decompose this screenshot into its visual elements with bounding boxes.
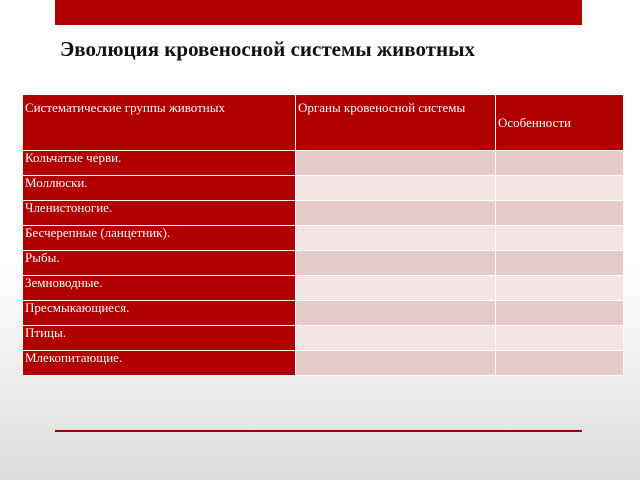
top-decor-bar (55, 0, 582, 25)
organs-cell[interactable] (296, 176, 496, 201)
row-group-label: Пресмыкающиеся. (23, 301, 296, 326)
features-cell[interactable] (496, 351, 624, 376)
table-row (23, 151, 624, 176)
table-row (23, 201, 624, 226)
row-group-label: Бесчерепные (ланцетник). (23, 226, 296, 251)
header-groups: Систематические группы животных (23, 95, 296, 151)
organs-cell[interactable] (296, 301, 496, 326)
organs-cell[interactable] (296, 276, 496, 301)
table-row (23, 326, 624, 351)
table-header-row (23, 95, 624, 151)
organs-cell[interactable] (296, 251, 496, 276)
features-cell[interactable] (496, 201, 624, 226)
organs-cell[interactable] (296, 351, 496, 376)
organs-cell[interactable] (296, 326, 496, 351)
features-cell[interactable] (496, 276, 624, 301)
table-row (23, 176, 624, 201)
row-group-label: Птицы. (23, 326, 296, 351)
header-organs: Органы кровеносной системы (296, 95, 496, 151)
table-row (23, 301, 624, 326)
features-cell[interactable] (496, 326, 624, 351)
table-row (23, 226, 624, 251)
table-row (23, 251, 624, 276)
row-group-label: Земноводные. (23, 276, 296, 301)
features-cell[interactable] (496, 251, 624, 276)
bottom-divider (55, 430, 582, 432)
table-row (23, 276, 624, 301)
evolution-table (22, 94, 624, 376)
row-group-label: Кольчатые черви. (23, 151, 296, 176)
row-group-label: Млекопитающие. (23, 351, 296, 376)
organs-cell[interactable] (296, 226, 496, 251)
features-cell[interactable] (496, 301, 624, 326)
features-cell[interactable] (496, 151, 624, 176)
row-group-label: Рыбы. (23, 251, 296, 276)
organs-cell[interactable] (296, 151, 496, 176)
features-cell[interactable] (496, 176, 624, 201)
features-cell[interactable] (496, 226, 624, 251)
organs-cell[interactable] (296, 201, 496, 226)
table-row (23, 351, 624, 376)
header-features: Особенности (496, 95, 624, 151)
page-title: Эволюция кровеносной системы животных (60, 37, 475, 61)
row-group-label: Моллюски. (23, 176, 296, 201)
row-group-label: Членистоногие. (23, 201, 296, 226)
